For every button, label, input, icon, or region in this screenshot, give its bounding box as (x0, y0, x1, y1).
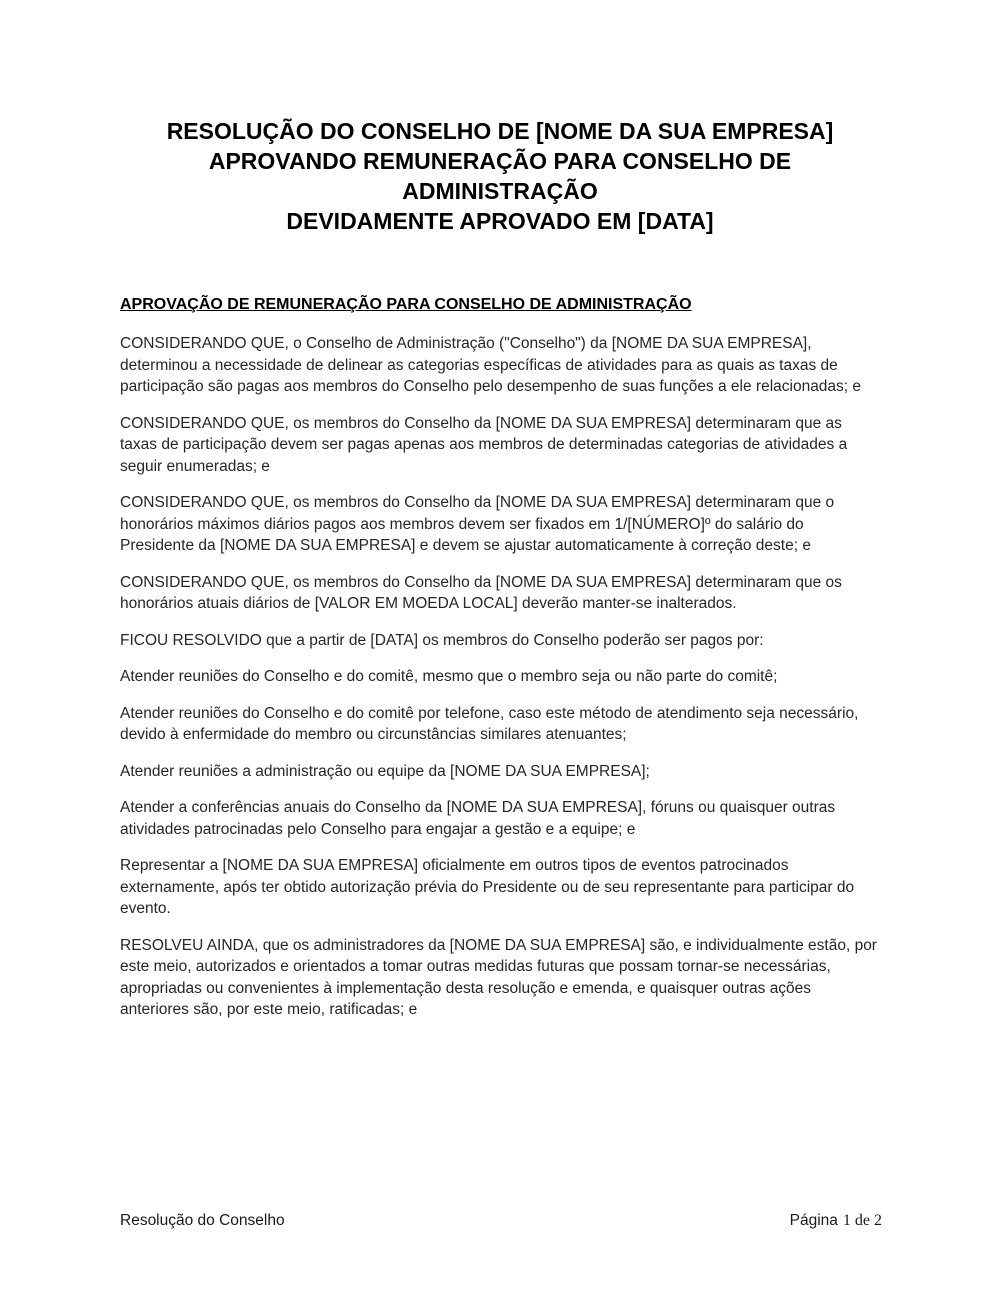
footer-page-numbers: 1 de 2 (842, 1212, 882, 1229)
title-line-1: RESOLUÇÃO DO CONSELHO DE [NOME DA SUA EMPRESA] (166, 118, 834, 144)
paragraph-resolveu-ainda: RESOLVEU AINDA, que os administradores da [NOME DA SUA EMPRESA] são, e individualmente estão, por este meio, autorizados e orientados a tomar outras medidas futuras que possam tornar-se necessárias, apropriadas ou convenientes à implementação desta resolução e emenda, e quaisquer outras ações anteriores são, por este meio, ratificadas; e (120, 936, 877, 1018)
title-line-3: ADMINISTRAÇÃO (402, 178, 598, 204)
paragraph-ficou-resolvido: FICOU RESOLVIDO que a partir de [DATA] os membros do Conselho poderão ser pagos por: (120, 631, 764, 649)
paragraph-atender-3: Atender reuniões a administração ou equipe da [NOME DA SUA EMPRESA]; (120, 762, 650, 780)
paragraph-considerando-1: CONSIDERANDO QUE, o Conselho de Administração ("Conselho") da [NOME DA SUA EMPRESA], determinou a necessidade de delinear as categorias específicas de atividades para as quais as taxas de participação são pagas aos membros do Conselho pelo desempenho de suas funções a ele relacionadas; e (120, 335, 862, 395)
paragraph-considerando-2: CONSIDERANDO QUE, os membros do Conselho da [NOME DA SUA EMPRESA] determinaram que as taxas de participação devem ser pagas apenas aos membros de determinadas categorias de atividades a seguir enumeradas; e (120, 414, 848, 475)
document-title (120, 116, 880, 236)
section-heading: APROVAÇÃO DE REMUNERAÇÃO PARA CONSELHO DE ADMINISTRAÇÃO (120, 296, 692, 313)
paragraph-atender-1: Atender reuniões do Conselho e do comitê, mesmo que o membro seja ou não parte do comitê; (120, 668, 778, 685)
paragraph-atender-4: Atender a conferências anuais do Conselho da [NOME DA SUA EMPRESA], fóruns ou quaisquer outras atividades patrocinadas pelo Conselho para engajar a gestão e a equipe; e (120, 799, 836, 838)
footer-document-name: Resolução do Conselho (120, 1212, 285, 1229)
title-line-2: APROVANDO REMUNERAÇÃO PARA CONSELHO DE (208, 148, 792, 174)
title-line-4: DEVIDAMENTE APROVADO EM [DATA] (286, 208, 714, 234)
page-footer (120, 1212, 882, 1230)
document-content (120, 0, 880, 1036)
paragraph-atender-2: Atender reuniões do Conselho e do comitê por telefone, caso este método de atendimento seja necessário, devido à enfermidade do membro ou circunstâncias similares atenuantes; (120, 704, 859, 743)
paragraph-considerando-4: CONSIDERANDO QUE, os membros do Conselho da [NOME DA SUA EMPRESA] determinaram que os honorários atuais diários de [VALOR EM MOEDA LOCAL] deverão manter-se inalterados. (120, 573, 842, 612)
paragraph-representar: Representar a [NOME DA SUA EMPRESA] oficialmente em outros tipos de eventos patrocinados externamente, após ter obtido autorização prévia do Presidente ou de seu representante para participar do evento. (120, 857, 855, 917)
paragraph-considerando-3: CONSIDERANDO QUE, os membros do Conselho da [NOME DA SUA EMPRESA] determinaram que o honorários máximos diários pagos aos membros devem ser fixados em 1/[NÚMERO]º do salário do Presidente da [NOME DA SUA EMPRESA] e devem se ajustar automaticamente à correção deste; e (120, 494, 835, 554)
footer-page-word: Página (789, 1212, 838, 1229)
footer-page-info (790, 1212, 882, 1230)
